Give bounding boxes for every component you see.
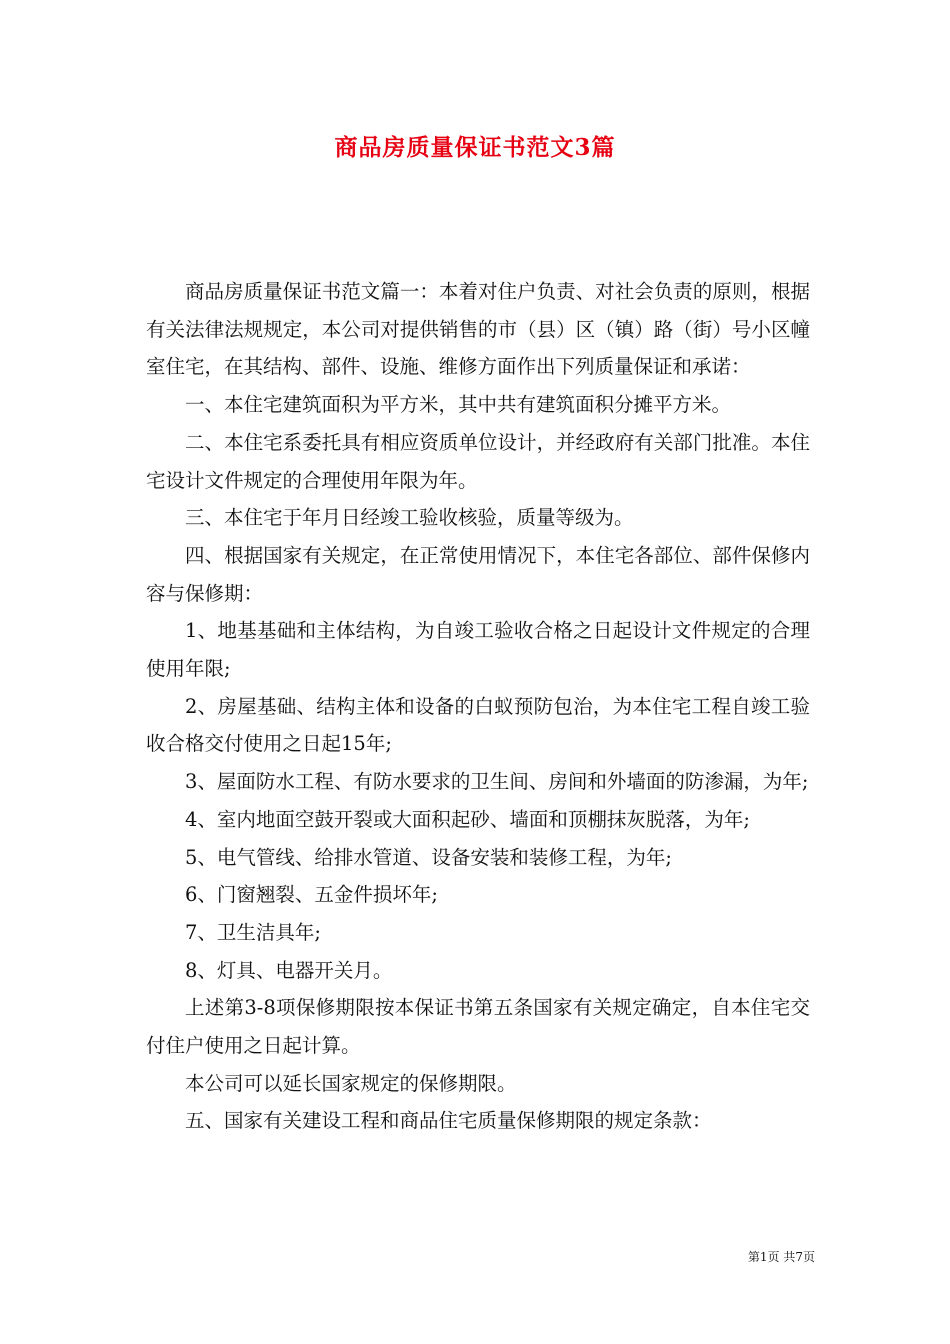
list-item-warranty-5: 5、电气管线、给排水管道、设备安装和装修工程，为年; [185, 845, 672, 869]
paragraph-note: 上述第3-8项保修期限按本保证书第五条国家有关规定确定，自本住宅交付住户使用之日起计算。 [146, 996, 810, 1058]
list-item-warranty-7: 7、卫生洁具年; [185, 920, 321, 944]
list-item-warranty-4: 4、室内地面空鼓开裂或大面积起砂、墙面和顶棚抹灰脱落，为年; [185, 807, 750, 831]
list-item-warranty-8: 8、灯具、电器开关月。 [185, 958, 393, 982]
paragraph-clause-4: 四、根据国家有关规定，在正常使用情况下，本住宅各部位、部件保修内容与保修期： [146, 543, 810, 605]
paragraph-clause-3: 三、本住宅于年月日经竣工验收核验，质量等级为。 [185, 506, 634, 530]
paragraph-clause-5: 五、国家有关建设工程和商品住宅质量保修期限的规定条款： [185, 1109, 712, 1133]
paragraph-intro: 商品房质量保证书范文篇一：本着对住户负责、对社会负责的原则，根据有关法律法规规定，本公司对提供销售的市（县）区（镇）路（街）号小区幢室住宅，在其结构、部件、设施、维修方面作出下列质量保证和承诺： [146, 280, 810, 379]
page-number: 第1页 共7页 [747, 1250, 815, 1264]
document-title: 商品房质量保证书范文3篇 [334, 134, 616, 161]
list-item-warranty-2: 2、房屋基础、结构主体和设备的白蚁预防包治，为本住宅工程自竣工验收合格交付使用之日起15年; [146, 694, 810, 756]
document-body [146, 273, 810, 1140]
paragraph-clause-1: 一、本住宅建筑面积为平方米，其中共有建筑面积分摊平方米。 [185, 393, 732, 417]
list-item-warranty-6: 6、门窗翘裂、五金件损坏年; [185, 883, 438, 907]
list-item-warranty-1: 1、地基基础和主体结构，为自竣工验收合格之日起设计文件规定的合理使用年限; [146, 619, 810, 681]
paragraph-extension: 本公司可以延长国家规定的保修期限。 [185, 1071, 517, 1095]
list-item-warranty-3: 3、屋面防水工程、有防水要求的卫生间、房间和外墙面的防渗漏，为年; [185, 770, 809, 794]
paragraph-clause-2: 二、本住宅系委托具有相应资质单位设计，并经政府有关部门批准。本住宅设计文件规定的合理使用年限为年。 [146, 430, 810, 492]
